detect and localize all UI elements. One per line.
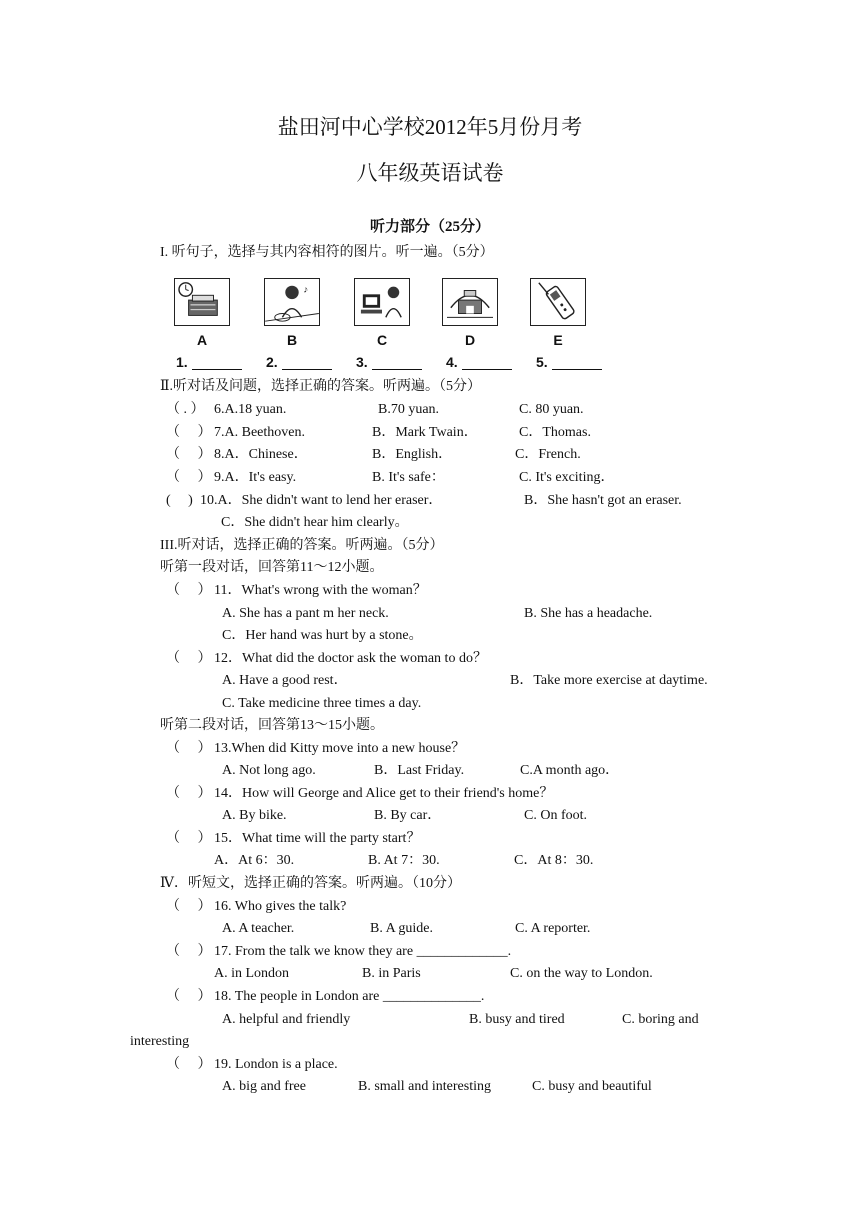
answer-bracket[interactable]: （ ） — [166, 786, 212, 801]
option-c-continued: interesting — [130, 1034, 190, 1049]
question-8: 8.A．Chinese． — [214, 447, 308, 462]
answer-bracket[interactable]: （ ） — [166, 831, 212, 846]
option-c: C．French. — [515, 447, 581, 462]
option-b: B．Take more exercise at daytime. — [510, 673, 708, 688]
option-c: C．Thomas. — [519, 425, 591, 440]
question-12: 12．What did the doctor ask the woman to do？ — [214, 651, 487, 666]
part4-heading: Ⅳ．听短文，选择正确的答案。听两遍。（10分） — [160, 876, 461, 891]
option-b: B. busy and tired — [469, 1012, 565, 1027]
option-a: A. helpful and friendly — [222, 1012, 351, 1027]
option-a: A. She has a pant m her neck. — [222, 606, 389, 621]
option-c: C. boring and — [622, 1012, 699, 1027]
option-a: A. A teacher. — [222, 921, 295, 936]
svg-text:♪: ♪ — [303, 284, 309, 296]
answer-bracket[interactable]: （ ） — [166, 989, 212, 1004]
answer-bracket[interactable]: （ ） — [166, 425, 212, 440]
option-b: B.70 yuan. — [378, 402, 440, 417]
option-b: B. It's safe： — [372, 470, 445, 485]
dialog2-instruction: 听第二段对话，回答第13～15小题。 — [160, 718, 384, 733]
picture-letter-d: D — [464, 332, 476, 348]
option-a: A．At 6：30. — [214, 853, 295, 868]
option-a: A. By bike. — [222, 808, 287, 823]
answer-bracket[interactable]: （ ） — [166, 651, 212, 666]
question-11: 11．What's wrong with the woman？ — [214, 583, 427, 598]
answer-bracket[interactable]: （ ） — [166, 944, 212, 959]
answer-bracket[interactable]: （ ） — [166, 447, 212, 462]
option-a: A. Have a good rest． — [222, 673, 348, 688]
building-icon — [442, 278, 498, 326]
dialog1-instruction: 听第一段对话，回答第11～12小题。 — [160, 560, 384, 575]
page-title: 盐田河中心学校2012年5月份月考 — [277, 115, 583, 139]
part3-heading: III.听对话，选择正确的答案。听两遍。（5分） — [160, 538, 444, 553]
picture-letter-e: E — [553, 332, 563, 348]
option-a: A. Not long ago. — [222, 763, 316, 778]
question-16: 16. Who gives the talk? — [214, 899, 347, 914]
question-6: 6.A.18 yuan. — [214, 402, 287, 417]
question-14: 14．How will George and Alice get to their friend's home？ — [214, 786, 554, 801]
option-b: B. A guide. — [370, 921, 434, 936]
person-computer-icon — [354, 278, 410, 326]
option-b: B．Last Friday. — [374, 763, 465, 778]
answer-bracket[interactable]: （ ） — [166, 899, 212, 914]
question-10: 10.A．She didn't want to lend her eraser． — [200, 493, 443, 508]
option-a: A. big and free — [222, 1079, 306, 1094]
question-13: 13.When did Kitty move into a new house？ — [214, 741, 466, 756]
option-b: B．She hasn't got an eraser. — [524, 493, 682, 508]
option-b: B. in Paris — [362, 966, 421, 981]
answer-bracket[interactable]: （ ） — [166, 741, 212, 756]
answer-bracket[interactable]: ( ) — [166, 493, 193, 508]
option-c: C. Take medicine three times a day. — [222, 696, 422, 711]
question-9: 9.A．It's easy. — [214, 470, 297, 485]
answer-blank-2[interactable]: 2. — [266, 354, 332, 370]
option-c: C. It's exciting． — [519, 470, 615, 485]
option-a: A. in London — [214, 966, 290, 981]
question-7: 7.A. Beethoven. — [214, 425, 305, 440]
answer-bracket[interactable]: （ . ） — [166, 402, 205, 417]
option-c: C. 80 yuan. — [519, 402, 584, 417]
page-subtitle: 八年级英语试卷 — [356, 161, 504, 185]
option-c: C. A reporter. — [515, 921, 591, 936]
option-b: B．Mark Twain． — [372, 425, 478, 440]
option-c: C. On foot. — [524, 808, 587, 823]
part1-heading: I. 听句子，选择与其内容相符的图片。听一遍。（5分） — [160, 245, 494, 260]
answer-blank-1[interactable]: 1. — [176, 354, 242, 370]
answer-blank-4[interactable]: 4. — [446, 354, 512, 370]
answer-bracket[interactable]: （ ） — [166, 1057, 212, 1072]
answer-blank-3[interactable]: 3. — [356, 354, 422, 370]
woman-music-icon — [264, 278, 320, 326]
part2-heading: Ⅱ.听对话及问题，选择正确的答案。听两遍。（5分） — [160, 379, 482, 394]
question-18: 18. The people in London are ______________. — [214, 989, 485, 1004]
answer-bracket[interactable]: （ ） — [166, 583, 212, 598]
answer-bracket[interactable]: （ ） — [166, 470, 212, 485]
option-c: C．She didn't hear him clearly。 — [221, 515, 409, 530]
picture-letter-a: A — [196, 332, 208, 348]
question-17: 17. From the talk we know they are _____________. — [214, 944, 512, 959]
mobile-phone-icon — [530, 278, 586, 326]
clock-typewriter-icon — [174, 278, 230, 326]
option-b: B. By car． — [374, 808, 442, 823]
option-c: C. busy and beautiful — [532, 1079, 652, 1094]
picture-letter-c: C — [376, 332, 388, 348]
question-19: 19. London is a place. — [214, 1057, 338, 1072]
option-c: C．Her hand was hurt by a stone。 — [222, 628, 423, 643]
option-c: C. on the way to London. — [510, 966, 653, 981]
listening-section-title: 听力部分（25分） — [369, 219, 490, 235]
option-c: C.A month ago． — [520, 763, 620, 778]
option-c: C．At 8：30. — [514, 853, 594, 868]
picture-letter-b: B — [286, 332, 298, 348]
answer-blank-5[interactable]: 5. — [536, 354, 602, 370]
option-b: B. small and interesting — [358, 1079, 491, 1094]
option-b: B. At 7：30. — [368, 853, 440, 868]
option-b: B. She has a headache. — [524, 606, 653, 621]
question-15: 15．What time will the party start？ — [214, 831, 421, 846]
option-b: B．English． — [372, 447, 453, 462]
